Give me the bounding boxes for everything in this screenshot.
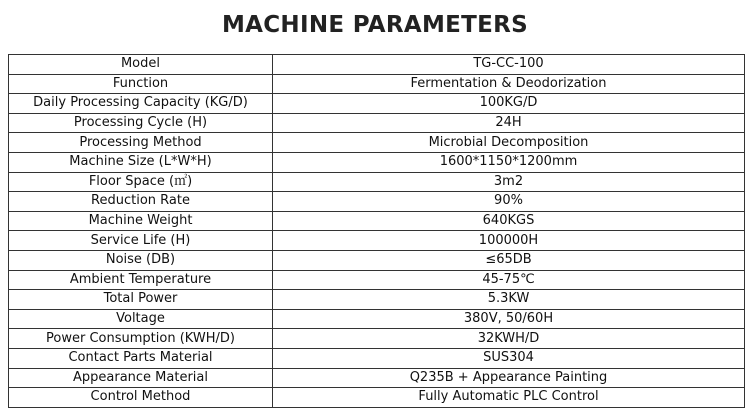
parameter-value: 100KG/D bbox=[273, 94, 745, 114]
table-row bbox=[9, 172, 745, 192]
parameter-value: Fermentation & Deodorization bbox=[273, 74, 745, 94]
table-row bbox=[9, 133, 745, 153]
parameter-label: Contact Parts Material bbox=[9, 348, 273, 368]
table-row bbox=[9, 55, 745, 75]
parameter-label: Machine Size (L*W*H) bbox=[9, 152, 273, 172]
table-row bbox=[9, 211, 745, 231]
table-row bbox=[9, 388, 745, 408]
parameter-value: Q235B + Appearance Painting bbox=[273, 368, 745, 388]
table-row bbox=[9, 74, 745, 94]
parameter-label: Processing Cycle (H) bbox=[9, 113, 273, 133]
parameter-value: Fully Automatic PLC Control bbox=[273, 388, 745, 408]
table-row bbox=[9, 152, 745, 172]
parameter-label: Floor Space (㎡) bbox=[9, 172, 273, 192]
table-row bbox=[9, 192, 745, 212]
parameter-value: 45-75℃ bbox=[273, 270, 745, 290]
table-row bbox=[9, 113, 745, 133]
parameter-label: Control Method bbox=[9, 388, 273, 408]
parameter-value: SUS304 bbox=[273, 348, 745, 368]
parameter-value: 640KGS bbox=[273, 211, 745, 231]
table-row bbox=[9, 368, 745, 388]
parameter-label: Function bbox=[9, 74, 273, 94]
parameter-label: Service Life (H) bbox=[9, 231, 273, 251]
table-row bbox=[9, 250, 745, 270]
page-title: MACHINE PARAMETERS bbox=[221, 12, 529, 38]
table-row bbox=[9, 348, 745, 368]
parameters-table bbox=[8, 54, 745, 408]
parameter-value: 1600*1150*1200mm bbox=[273, 152, 745, 172]
parameter-label: Total Power bbox=[9, 290, 273, 310]
table-row bbox=[9, 270, 745, 290]
parameter-value: TG-CC-100 bbox=[273, 55, 745, 75]
parameter-label: Processing Method bbox=[9, 133, 273, 153]
table-row bbox=[9, 290, 745, 310]
parameter-label: Appearance Material bbox=[9, 368, 273, 388]
parameter-value: 100000H bbox=[273, 231, 745, 251]
table-row bbox=[9, 231, 745, 251]
parameter-value: 380V, 50/60H bbox=[273, 309, 745, 329]
parameter-label: Machine Weight bbox=[9, 211, 273, 231]
parameter-value: 24H bbox=[273, 113, 745, 133]
table-row bbox=[9, 309, 745, 329]
table-row bbox=[9, 329, 745, 349]
parameter-label: Model bbox=[9, 55, 273, 75]
parameter-label: Power Consumption (KWH/D) bbox=[9, 329, 273, 349]
parameter-value: Microbial Decomposition bbox=[273, 133, 745, 153]
parameter-value: 3m2 bbox=[273, 172, 745, 192]
parameter-value: 90% bbox=[273, 192, 745, 212]
table-row bbox=[9, 94, 745, 114]
parameter-value: 32KWH/D bbox=[273, 329, 745, 349]
parameter-value: ≤65DB bbox=[273, 250, 745, 270]
parameter-label: Daily Processing Capacity (KG/D) bbox=[9, 94, 273, 114]
parameter-label: Noise (DB) bbox=[9, 250, 273, 270]
parameter-label: Ambient Temperature bbox=[9, 270, 273, 290]
parameter-label: Voltage bbox=[9, 309, 273, 329]
parameter-label: Reduction Rate bbox=[9, 192, 273, 212]
parameter-value: 5.3KW bbox=[273, 290, 745, 310]
